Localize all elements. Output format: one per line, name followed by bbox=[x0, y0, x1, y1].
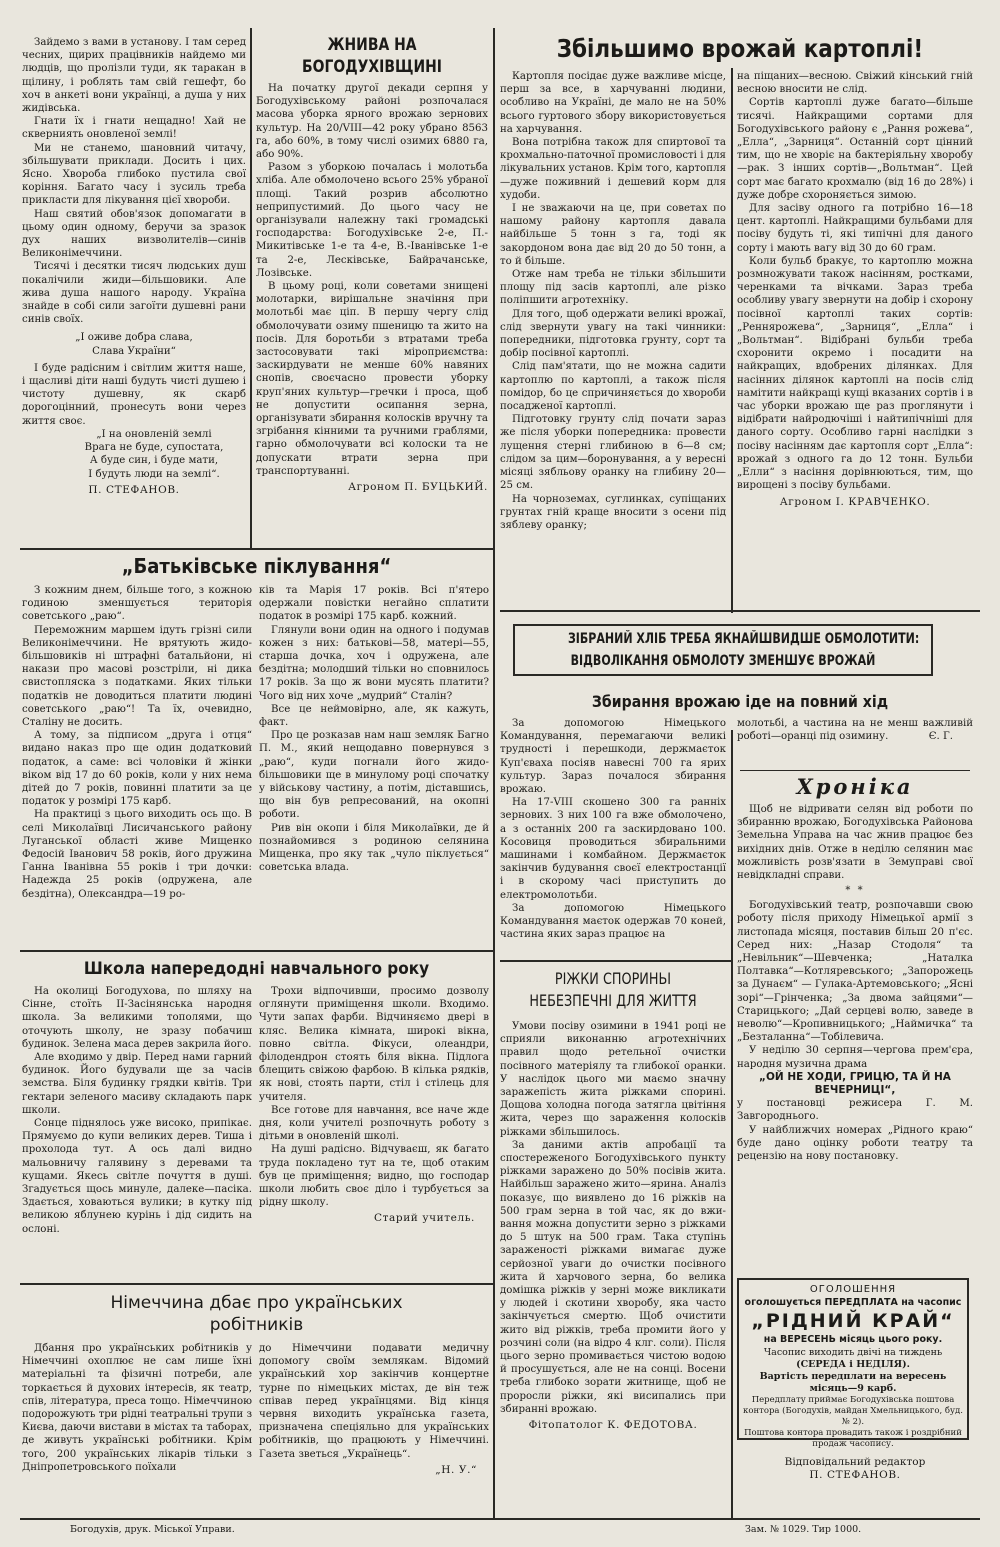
paragraph: Гнати їх і гнати нещадно! Хай не скверниять оновленої землі! bbox=[22, 116, 246, 141]
headline-harvest: Збирання врожаю іде на повний хід bbox=[591, 692, 889, 711]
column-rule bbox=[731, 730, 733, 1520]
paragraph: За допомогою Німецького Командування маєток одержав 70 коней, частина яких зараз працює на bbox=[500, 902, 726, 941]
paragraph: Переможним маршем ідуть грізні сили Великонімеччини. Не врятують жидо-більшовиків ні штрафні батальйони, ні накази про масові розстріли, ні дика свистопляска з податками. Яких тільки податків не доводиться платити людині советського „раю“! Та їх, очевидно, Сталіну не досить. bbox=[22, 624, 252, 729]
author-signature: Старий учитель. bbox=[373, 1212, 475, 1225]
ad-title: „РІДНИЙ КРАЙ“ bbox=[751, 1310, 955, 1333]
ad-line: Передплату приймає Богодухівська поштова контора (Богодухів, майдан Хмельницького, буд. № 2). bbox=[743, 1394, 963, 1427]
footer-rule bbox=[20, 1518, 980, 1520]
paragraph: Ми не станемо, шановний читачу, збільшувати приклади. Досить і цих. Ясно. Хвороба глибоко пустила свої коріння. Багато часу і зусиль треба прикласти для лікування цієї хвороби. bbox=[22, 142, 246, 207]
paragraph: На практиці з цього виходить ось що. В селі Миколаївці Лисичанського району Луганської області живе Мищенко Федосій Іванович 58 років, його дружина Ганна Іванівна 55 років і три дочки: Надежда 25 років (одружена, але бездітна), Олександра—19 ро- bbox=[22, 809, 252, 900]
banner-threshing bbox=[513, 624, 933, 676]
editor-name: П. СТЕФАНОВ. bbox=[809, 1469, 901, 1482]
paragraph: Отже нам треба не тільки збільшити площу під засів картоплі, але різко поліпшити агротехніку. bbox=[500, 269, 726, 307]
paragraph: Рив він окопи і біля Миколаївки, де й познайомився з родиною селянина Мищенка, про яку так „чуло піклується“ советська влада. bbox=[259, 822, 489, 874]
paragraph: Наш святий обов'язок допомагати в цьому один одному, беручи за зразок дух наших визволителів—синів Великонімеччини. bbox=[22, 208, 246, 260]
print-order-number: Зам. № 1029. Тир 1000. bbox=[745, 1524, 862, 1535]
paragraph: Трохи відпочивши, просимо дозволу оглянути приміщення школи. Входимо. Чути запах фарби. Відчиняємо двері в кляс. Велика кімната, широкі вікна, повно світла. Фікуси, олеандри, філодендрон стоять біля вікна. Підлога блещить свіжою фарбою. В кілька рядків, як нові, стоять парти, стіл і стілець для учителя. bbox=[259, 986, 489, 1103]
article-germany-col2 bbox=[259, 1342, 489, 1516]
paragraph: На чорноземах, суглинках, супіщаних грунтах гній краще вносити з осени під зяблеву оранку; bbox=[500, 493, 726, 531]
article-school-col1 bbox=[22, 985, 252, 1280]
column-rule bbox=[493, 28, 495, 1518]
paragraph: Вона потрібна також для спиртової та крохмально-паточної промисловості і для лікувальних установ. Крім того, картопля—дуже поживний і дешевий корм для худоби. bbox=[500, 137, 726, 201]
article-batkivske-col2 bbox=[259, 584, 489, 948]
headline-line: робітників bbox=[209, 1315, 304, 1335]
paragraph: Картопля посідає дуже важливе місце, перш за все, в харчуванні людини, особливо на Україні, де мало не на 50% всього гуртового збору використовується на харчування. bbox=[500, 71, 726, 135]
headline-school: Школа напередодні навчального року bbox=[83, 959, 430, 979]
headline-line: НЕБЕЗПЕЧНІ ДЛЯ ЖИТТЯ bbox=[529, 991, 697, 1010]
article-germany-col1 bbox=[22, 1342, 252, 1516]
ad-line: Вартість передплати на вересень місяць—9 карб. bbox=[759, 1370, 947, 1394]
verse-line: „І на оновленій землі bbox=[96, 428, 212, 440]
paragraph: Але входимо у двір. Перед нами гарний будинок. Його будували ще за часів земства. Біля будинку грядки квітів. Три гектари зеленого масиву складають парк школи. bbox=[22, 1052, 252, 1116]
banner-line: ЗІБРАНИЙ ХЛІБ ТРЕБА ЯКНАЙШВИДШЕ ОБМОЛОТИТИ: bbox=[567, 631, 920, 647]
paragraph: Дбання про українських робітників у Німеччині охоплює не сам лише їхні матеріальні та фізичні потреби, але торкається й духових інтересів, як театр, спів, література, преса тощо. Німеччиною подорожують три рідні театральні трупи з Києва, даючи вистави в містах та таборах, де живуть українські робітники. Крім того, 200 українських лікарів тільки з Дніпропетровського поїхали bbox=[22, 1343, 252, 1473]
chronicle-headline: Хроніка bbox=[796, 774, 914, 799]
verse-line: Слава України“ bbox=[92, 345, 176, 357]
headline-batkivske: „Батьківське піклування“ bbox=[121, 554, 392, 578]
ad-line: (СЕРЕДА і НЕДІЛЯ). bbox=[796, 1358, 910, 1370]
article-harvest-bogodukhiv bbox=[256, 34, 488, 546]
paragraph: За допомогою Німецького Командування, перемагаючи великі трудності і перешкоди, держмаєток Куп'єваха посіяв навесні 700 га ярих культур. Зараз почалося збирання врожаю. bbox=[500, 718, 726, 796]
ad-line: Часопис виходить двічі на тиждень bbox=[763, 1346, 943, 1358]
editor-title: Відповідальний редактор bbox=[784, 1456, 926, 1468]
headline: ЖНИВА НА БОГОДУХІВЩИНІ bbox=[302, 35, 442, 77]
paragraph: І не зважаючи на це, при советах по нашому району картопля давала найбільше 5 тонн з га, тоді як закордоном вона дає від 20 до 50 тонн, а то й більше. bbox=[500, 203, 726, 267]
headline-potato: Збільшимо врожай картоплі! bbox=[556, 34, 924, 63]
paragraph: У неділю 30 серпня—чергова прем'єра, народня музична драма bbox=[737, 1045, 973, 1070]
author-signature: П. СТЕФАНОВ. bbox=[88, 483, 180, 496]
section-rule bbox=[20, 1283, 493, 1285]
article-school-col2 bbox=[259, 985, 489, 1280]
paragraph: За даними актів апробації та спостереженого Богодухівського пункту ріжками заражено до 50% посівів жита. Найбільш заражено жито—ярина. Аналіз показує, що виявлено до 16 ріжків на 500 грам зерна в той час, як до вживання можна допустити зерно з ріжками до 5 штук на 500 грам. Така ступінь зараженості ріжками вимагає дуже серйозної уваги до очистки посівного жита й харчового зерна, бо велика домішка ріжків у зерні може викликати у людей і скотини хворобу, яка часто закінчується смертю. Щоб очистити жито від ріжків, треба промити його у розчині соли (на відро 4 клг. соли). Після цього зерно промивається чистою водою й просушується, але не на сонці. Восени треба глибоко зорати житнище, щоб не проросли ріжки, які висипались при збиранні врожаю. bbox=[500, 1139, 726, 1415]
paragraph: молотьбі, а частина на не менш важливій роботі—оранці під озимину. bbox=[737, 718, 973, 743]
paragraph: у постановці режисера Г. М. Завгороднього. bbox=[737, 1098, 973, 1123]
paragraph: Для того, щоб одержати великі врожаї, слід звернути увагу на такі чинники: попередники, підготовка грунту, сорт та добір посівної картоплі. bbox=[500, 308, 726, 360]
paragraph: Сонце піднялось уже високо, припікає. Прямуємо до купи великих дерев. Тиша і прохолода тут. А ось далі видно мальовничу галявину з деревами та кущами. Якесь світле почуття в душі. Згадується щось минуле, далеке—пасіка. Здається, ховаються вулики; в кутку під великою яблунею курінь і дід сидить на ослоні. bbox=[22, 1118, 252, 1235]
paragraph: І буде радісним і світлим життя наше, і щасливі діти наші будуть чисті душею і чистоту душевну, як скарб дорогоцінний, пронесуть вони через життя своє. bbox=[22, 362, 246, 427]
article-harvest-col2 bbox=[737, 717, 973, 767]
paragraph: З кожним днем, більше того, з кожною годиною зменшується територія советського „раю“. bbox=[22, 585, 252, 623]
section-rule bbox=[740, 770, 970, 771]
paragraph: ків та Марія 17 років. Всі п'ятеро одержали повістки негайно сплатити податок в розмірі 175 карб. кожний. bbox=[259, 585, 489, 623]
ad-label: ОГОЛОШЕННЯ bbox=[809, 1284, 897, 1295]
paragraph: Глянули вони один на одного і подумав кожен з них: батькові—58, матері—55, старша дочка, хоч і одружена, але бездітна; молодший тільки но сповнилось 17 років. За що ж вони мусять платити? Чого від них хоче „мудрий“ Сталін? bbox=[259, 624, 489, 702]
paragraph: В цьому році, коли советами знищені молотарки, вирішальне значіння при молотьбі має ціп. В першу чергу слід обмолочувати озиму пшеницю та жито на посів. Для боротьби з втратами треба застосовувати такі міроприємства: заскирдувати не менше 60% навяних снопів, своєчасно провести уборку круп'яних культур—гречки і проса, щоб не допустити осипання зерна, організувати збирання колосків вручну та згрібання кінними та ручними граблями, гарно обмолочувати всі колоски та не допускати втрати зерна при транспортуванні. bbox=[256, 281, 488, 477]
paragraph: Слід пам'ятати, що не можна садити картоплю по картоплі, а також після помідор, бо це спричиняється до хвороби посадженої картоплі. bbox=[500, 361, 726, 413]
paragraph: На душі радісно. Відчуваєш, як багато труда покладено тут на те, щоб отаким був це приміщення; видно, що господар школи любить своє діло і турбується за рідну школу. bbox=[259, 1144, 489, 1209]
paragraph: Тисячі і десятки тисяч людських душ покалічили жиди—більшовики. Але жива душа нашого народу. Україна знайде в собі сили загоїти душевні рани синів своїх. bbox=[22, 261, 246, 326]
column-rule bbox=[250, 28, 252, 548]
paragraph: На околиці Богодухова, по шляху на Сінне, стоїть ІІ-Засінянська народня школа. За великими тополями, що оточують школу, не зразу побачиш будинок. Зелена маса дерев закрила його. bbox=[22, 986, 252, 1050]
paragraph: Богодухівський театр, розпочавши свою роботу після приходу Німецької армії з листопада місяця, поставив більш 20 п'єс. Серед них: „Назар Стодоля“ та „Невільник“—Шевченка; „Наталка Полтавка“—Котляревського; „Запорожець за Дунаєм“ — Гулака-Артемовського; „Ясні зорі“—Грінченка; „За двома зайцями“—Старицького; „Дай серцеві волю, заведе в неволю“—Кропивницького; „Наймичка“ та „Безталанна“—Тобілевича. bbox=[737, 900, 973, 1044]
paragraph: Щоб не відривати селян від роботи по збиранню врожаю, Богодухівська Районова Земельна Управа на час жнив працює без вихідних днів. Отже в неділю селянин має можливість розв'язати в Земуправі свої невідкладні справи. bbox=[737, 804, 973, 882]
paragraph: на піщаних—весною. Свіжий кінський гній весною вносити не слід. bbox=[737, 71, 973, 96]
article-potato-col1 bbox=[500, 70, 726, 608]
ad-line: на ВЕРЕСЕНЬ місяць цього року. bbox=[763, 1334, 943, 1346]
section-separator: * * bbox=[845, 885, 865, 897]
paragraph: Сортів картоплі дуже багато—більше тисячі. Найкращими сортами для Богодухівського району є „Рання рожева“, „Елла“, „Зарниця“. Останній сорт цінний тим, що не хворіє на бактеріяльну хворобу—рак. З інших сортів—„Вольтман“. Цей сорт має багато крохмалю (від 16 до 28%) і дуже добре схороняється зимою. bbox=[737, 97, 973, 201]
paragraph: На 17-VIII скошено 300 га ранніх зернових. З них 100 га вже обмолочено, а з останніх 200 га заскирдовано 100. Косовиця проводиться збиральними машинами і комбайном. Держмаєток закінчив будування своєї електростанції і в скорому часі приступить до електромолотьби. bbox=[500, 797, 726, 901]
paragraph: Коли бульб бракує, то картоплю можна розмножувати також насінням, ростками, черенками та вічками. Зараз треба особливу увагу звернути на добір і схорону посівної картоплі таких сортів: „Реннярожева“, „Зарниця“, „Елла“ і „Вольтман“. Відібрані бульби треба схоронити окремо і посадити на найкращих, вдобрених ділянках. Для насінних ділянок картоплі на посів слід намітити найкращі кущі вказаних сортів і в час уборки врожаю ще раз проглянути і відібрати найродючіші і найтипічніші для даного сорту. Особливо гарні наслідки з посіву насінням дає картопля сорт „Елла“: врожай з одного га до 12 тонн. Бульби „Елли“ з насіння дорівнюються, тим, що вирощені з посіву бульбами. bbox=[737, 255, 973, 492]
paragraph: Умови посіву озимини в 1941 році не сприяли виконанню агротехнічних правил щодо ретельної очистки посівного матеріялу та глибокої оранки. У наслідок цього ми маємо значну заражепість жита ріжками спорині. Дощова холодна погода затягла цвітіння жита, через що зараження колосків ріжками збільшилось. bbox=[500, 1021, 726, 1138]
headline-line: Німеччина дбає про українських bbox=[110, 1293, 403, 1313]
author-signature: Агроном П. БУЦЬКИЙ. bbox=[348, 481, 488, 494]
verse-line: І будуть люди на землі“. bbox=[88, 468, 220, 480]
headline-germany bbox=[20, 1292, 493, 1338]
paragraph: Зайдемо з вами в установу. І там серед чесних, щирих працівників найдемо ми людців, що пролізли туди, як таракан в щілину, і роблять там свій гешефт, бо хоч в анкеті вони українці, а душа у них жидівська. bbox=[22, 37, 246, 115]
article-ergot bbox=[500, 1020, 726, 1516]
author-signature: „Н. У.“ bbox=[435, 1463, 477, 1476]
article-continuation bbox=[22, 36, 246, 544]
ad-line: Поштова контора провадить також і роздрібний продаж часопису. bbox=[744, 1427, 962, 1449]
article-potato-col2 bbox=[737, 70, 973, 608]
printer-imprint: Богодухів, друк. Міської Управи. bbox=[70, 1524, 235, 1535]
editor-credit bbox=[737, 1456, 973, 1504]
column-rule bbox=[731, 68, 733, 613]
author-signature: Фітопатолог К. ФЕДОТОВА. bbox=[528, 1419, 698, 1432]
verse-line: „І оживе добра слава, bbox=[75, 332, 193, 344]
ad-line: оголошується ПЕРЕДПЛАТА на часопис bbox=[744, 1297, 962, 1309]
paragraph: Для засіву одного га потрібно 16—18 цент. картоплі. Найкращими бульбами для посіву будуть ті, які типічні для даного сорту і мають вагу від 30 до 60 грам. bbox=[737, 203, 973, 254]
article-batkivske-col1 bbox=[22, 584, 252, 948]
chronicle-section bbox=[737, 774, 973, 1274]
banner-line: ВІДВОЛІКАННЯ ОБМОЛОТУ ЗМЕНШУЄ ВРОЖАЙ bbox=[570, 653, 876, 669]
play-title: „ОЙ НЕ ХОДИ, ГРИЦЮ, ТА Й НА ВЕЧЕРНИЦІ“, bbox=[759, 1070, 951, 1097]
paragraph: Підготовку грунту слід почати зараз же після уборки попередника: провести лущення стерні глибиною в 6—8 см; слідом за цим—боронування, а у вересні місяці зябльову оранку на глибину 20—25 см. bbox=[500, 414, 726, 492]
headline-ergot bbox=[500, 968, 726, 1016]
author-signature: Є. Г. bbox=[928, 731, 953, 743]
section-rule bbox=[20, 950, 493, 952]
headline-line: РІЖКИ СПОРИНЬІ bbox=[554, 969, 672, 988]
section-rule bbox=[500, 610, 980, 612]
verse-line: Врага не буде, супостата, bbox=[84, 442, 224, 454]
article-harvest-col1 bbox=[500, 717, 726, 957]
section-rule bbox=[20, 548, 493, 550]
subscription-ad bbox=[737, 1278, 969, 1449]
paragraph: На початку другої декади серпня у Богодухівському районі розпочалася масова уборка ярного врожаю зернових культур. На 20/VIII—42 року убрано 8563 га, або 60%, в тому числі озимих 6880 га, або 90%. bbox=[256, 83, 488, 161]
paragraph: Разом з уборкою почалась і молотьба хліба. Але обмолочено всього 25% убраної площі. Такий розрив абсолютно неприпустимий. До цього часу не організували належну такі громадські господарства: Богодухівське 2-е, П.-Микитівське 1-е та 4-е, В.-Іванівське 1-е та 2-е, Лесківське, Байрачанське, Лозівське. bbox=[256, 162, 488, 279]
verse-line: А буде син, і буде мати, bbox=[89, 455, 219, 467]
paragraph: У найближчих номерах „Рідного краю“ буде дано оцінку роботи театру та рецензію на нову постановку. bbox=[737, 1124, 973, 1163]
author-signature: Агроном І. КРАВЧЕНКО. bbox=[779, 495, 931, 508]
paragraph: до Німеччини подавати медичну допомогу своїм землякам. Відомий український хор закінчив концертне турне по німецьких містах, де він теж співав перед українцями. Від кінця червня виходить українська газета, призначена спеціяльно для українських робітників, що працюють у Німеччині. Газета зветься „Українець“. bbox=[259, 1343, 489, 1460]
paragraph: Про це розказав нам наш земляк Багно П. М., який нещодавно повернувся з „раю“, куди погнали його жидо-більшовики ще в минулому році спочатку у військову частину, а потім, діставшись, що він був репресований, на окопні роботи. bbox=[259, 730, 489, 821]
paragraph: Все це неймовірно, але, як кажуть, факт. bbox=[259, 703, 489, 729]
section-rule bbox=[500, 960, 731, 962]
paragraph: А тому, за підписом „друга і отця“ видано наказ про ще один додатковий податок, а саме: всі чоловіки й жінки віком від 17 до 60 років, коли у них нема дітей до 7 років, повинні платити за це податок у розмірі 175 карб. bbox=[22, 730, 252, 808]
paragraph: Все готове для навчання, все наче жде дня, коли учителі розпочнуть роботу з дітьми в оновленій школі. bbox=[259, 1104, 489, 1143]
